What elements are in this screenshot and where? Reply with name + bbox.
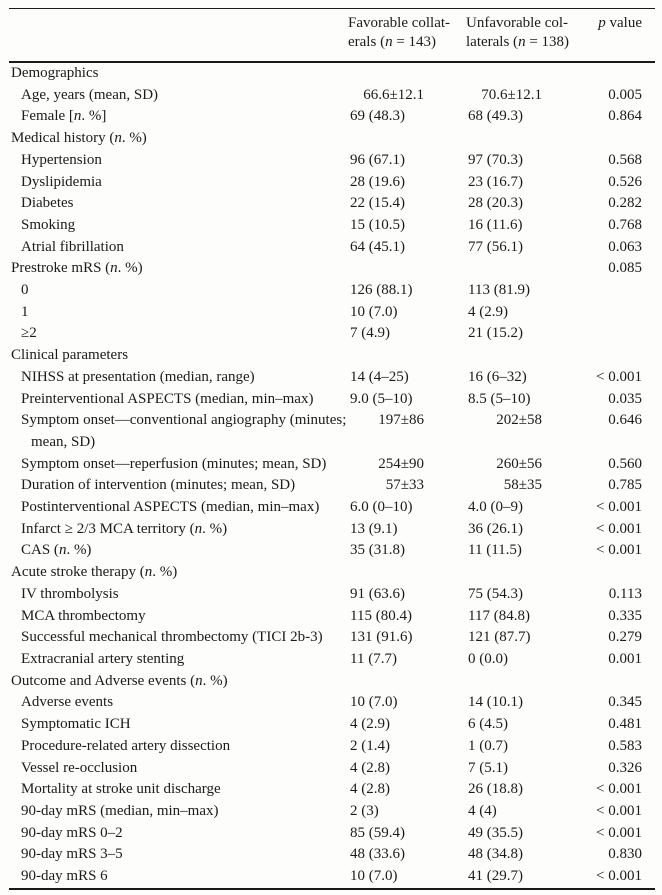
cell-favorable	[348, 454, 466, 476]
table-row	[9, 758, 655, 780]
cell-favorable: 2 (1.4)	[350, 737, 390, 754]
cell-favorable: 11 (7.7)	[350, 650, 397, 667]
row-label: Symptomatic ICH	[21, 716, 131, 733]
cell-favorable: 91 (63.6)	[350, 585, 405, 602]
row-label: Duration of intervention (minutes; mean, SD)	[21, 477, 296, 494]
cell-pvalue: < 0.001	[596, 824, 642, 841]
table-row	[9, 649, 655, 671]
row-label: Symptom onset—conventional angiography (minutes; mean, SD)	[21, 412, 347, 450]
cell-unfavorable	[466, 475, 582, 497]
cell-favorable: 2 (3)	[350, 802, 379, 819]
row-label: 90-day mRS 3–5	[21, 846, 123, 863]
cell-pvalue: < 0.001	[596, 781, 642, 798]
mean-sd-value: 254±90	[378, 455, 424, 472]
cell-unfavorable: 7 (5.1)	[468, 759, 508, 776]
table-row	[9, 714, 655, 736]
cell-unfavorable	[466, 410, 582, 453]
header-row	[9, 9, 655, 63]
mean-sd-value: 70.6±12.1	[481, 86, 542, 103]
cell-unfavorable: 16 (11.6)	[468, 216, 523, 233]
cell-favorable: 28 (19.6)	[350, 173, 405, 190]
header-p-value: p value	[582, 9, 655, 63]
row-label: CAS (n. %)	[21, 542, 92, 559]
row-label: Dyslipidemia	[21, 173, 102, 190]
cell-pvalue: 0.035	[608, 390, 642, 407]
cell-unfavorable: 36 (26.1)	[468, 520, 523, 537]
cell-pvalue: 0.481	[608, 716, 642, 733]
cell-unfavorable	[466, 454, 582, 476]
cell-favorable: 126 (88.1)	[350, 282, 413, 299]
row-label: Smoking	[21, 216, 76, 233]
table-row	[9, 389, 655, 411]
row-label: 90-day mRS 6	[21, 868, 108, 885]
cell-pvalue: 0.279	[608, 629, 642, 646]
row-label: Age, years (mean, SD)	[21, 86, 159, 103]
cell-unfavorable: 49 (35.5)	[468, 824, 523, 841]
table-row	[9, 844, 655, 866]
cell-unfavorable: 28 (20.3)	[468, 195, 523, 212]
cell-favorable: 64 (45.1)	[350, 238, 405, 255]
cell-favorable: 4 (2.8)	[350, 759, 390, 776]
row-label: 0	[21, 282, 29, 299]
table-row	[9, 106, 655, 128]
table-row	[9, 801, 655, 823]
row-label: Medical history (n. %)	[11, 130, 147, 147]
cell-favorable	[348, 258, 466, 280]
row-label: Clinical parameters	[11, 347, 129, 364]
cell-favorable: 10 (7.0)	[350, 303, 398, 320]
cell-pvalue: 0.345	[608, 694, 642, 711]
cell-pvalue: 0.646	[608, 412, 642, 429]
section-row	[9, 128, 655, 150]
cell-unfavorable: 8.5 (5–10)	[468, 390, 531, 407]
cell-unfavorable: 21 (15.2)	[468, 325, 523, 342]
row-label: Infarct ≥ 2/3 MCA territory (n. %)	[21, 520, 228, 537]
cell-favorable	[348, 562, 466, 584]
cell-favorable: 9.0 (5–10)	[350, 390, 413, 407]
cell-unfavorable: 4 (4)	[468, 802, 497, 819]
header-empty-cell	[9, 9, 348, 63]
cell-favorable: 4 (2.8)	[350, 781, 390, 798]
cell-unfavorable: 117 (84.8)	[468, 607, 530, 624]
row-label: Female [n. %]	[21, 108, 107, 125]
row-label: Successful mechanical thrombectomy (TICI 2b-3)	[21, 629, 323, 646]
table-row	[9, 454, 655, 476]
cell-unfavorable	[466, 62, 582, 85]
cell-unfavorable	[466, 258, 582, 280]
section-row	[9, 671, 655, 693]
cell-unfavorable: 121 (87.7)	[468, 629, 531, 646]
cell-unfavorable: 26 (18.8)	[468, 781, 523, 798]
cell-pvalue: 0.335	[608, 607, 642, 624]
cell-pvalue	[582, 302, 655, 324]
cell-favorable: 10 (7.0)	[350, 868, 398, 885]
table-row	[9, 823, 655, 845]
row-label: Extracranial artery stenting	[21, 650, 185, 667]
table-row	[9, 85, 655, 107]
section-row	[9, 258, 655, 280]
cell-pvalue: 0.568	[608, 151, 642, 168]
table-row	[9, 410, 655, 453]
cell-pvalue: 0.768	[608, 216, 642, 233]
cell-pvalue: < 0.001	[596, 499, 642, 516]
cell-unfavorable	[466, 128, 582, 150]
table-row	[9, 367, 655, 389]
row-label: Adverse events	[21, 694, 114, 711]
cell-favorable	[348, 475, 466, 497]
cell-unfavorable	[466, 562, 582, 584]
cell-unfavorable: 0 (0.0)	[468, 650, 508, 667]
cell-unfavorable: 77 (56.1)	[468, 238, 523, 255]
row-label: 90-day mRS (median, min–max)	[21, 802, 219, 819]
table-row	[9, 779, 655, 801]
header-unfavorable-collaterals: Unfavorable col- laterals (n = 138)	[466, 9, 582, 63]
cell-pvalue	[582, 323, 655, 345]
cell-pvalue	[582, 562, 655, 584]
cell-pvalue: 0.830	[608, 846, 642, 863]
cell-favorable	[348, 62, 466, 85]
cell-unfavorable: 14 (10.1)	[468, 694, 523, 711]
table-row	[9, 237, 655, 259]
cell-pvalue: 0.001	[608, 650, 642, 667]
cell-favorable	[348, 128, 466, 150]
cell-unfavorable: 97 (70.3)	[468, 151, 523, 168]
cell-favorable: 22 (15.4)	[350, 195, 405, 212]
cell-favorable	[348, 410, 466, 453]
cell-favorable: 35 (31.8)	[350, 542, 405, 559]
table-row	[9, 736, 655, 758]
cell-unfavorable: 68 (49.3)	[468, 108, 523, 125]
cell-pvalue: < 0.001	[596, 542, 642, 559]
cell-pvalue: 0.864	[608, 108, 642, 125]
cell-unfavorable	[466, 345, 582, 367]
row-label: MCA thrombectomy	[21, 607, 146, 624]
header-favorable-collaterals: Favorable collat- erals (n = 143)	[348, 9, 466, 63]
outcomes-table	[9, 8, 655, 890]
cell-unfavorable: 4 (2.9)	[468, 303, 508, 320]
table-row	[9, 280, 655, 302]
cell-pvalue: 0.326	[608, 759, 642, 776]
cell-unfavorable: 48 (34.8)	[468, 846, 523, 863]
cell-favorable: 15 (10.5)	[350, 216, 405, 233]
table-row	[9, 866, 655, 889]
table-row	[9, 150, 655, 172]
cell-favorable: 96 (67.1)	[350, 151, 405, 168]
row-label: Hypertension	[21, 151, 102, 168]
row-label: Symptom onset—reperfusion (minutes; mean, SD)	[21, 455, 327, 472]
cell-unfavorable	[466, 671, 582, 693]
table-row	[9, 193, 655, 215]
table-row	[9, 540, 655, 562]
cell-pvalue: 0.526	[608, 173, 642, 190]
cell-favorable	[348, 671, 466, 693]
cell-favorable: 115 (80.4)	[350, 607, 412, 624]
table-row	[9, 215, 655, 237]
mean-sd-value: 197±86	[378, 412, 424, 429]
row-label: NIHSS at presentation (median, range)	[21, 368, 255, 385]
cell-unfavorable: 11 (11.5)	[468, 542, 522, 559]
row-label: ≥2	[21, 325, 37, 342]
cell-favorable: 48 (33.6)	[350, 846, 405, 863]
row-label: Prestroke mRS (n. %)	[11, 260, 143, 277]
table-row	[9, 302, 655, 324]
cell-unfavorable: 1 (0.7)	[468, 737, 508, 754]
row-label: Vessel re-occlusion	[21, 759, 138, 776]
row-label: Demographics	[11, 65, 99, 81]
cell-pvalue: < 0.001	[596, 368, 642, 385]
cell-pvalue	[582, 62, 655, 85]
cell-favorable: 6.0 (0–10)	[350, 499, 413, 516]
cell-pvalue: < 0.001	[596, 520, 642, 537]
cell-unfavorable: 4.0 (0–9)	[468, 499, 523, 516]
section-row	[9, 345, 655, 367]
table-row	[9, 497, 655, 519]
cell-pvalue	[582, 280, 655, 302]
row-label: Acute stroke therapy (n. %)	[11, 564, 178, 581]
row-label: Postinterventional ASPECTS (median, min–max)	[21, 499, 320, 516]
cell-pvalue	[582, 671, 655, 693]
mean-sd-value: 58±35	[503, 477, 542, 494]
table-row	[9, 606, 655, 628]
cell-favorable: 85 (59.4)	[350, 824, 405, 841]
row-label: Procedure-related artery dissection	[21, 737, 231, 754]
cell-favorable: 69 (48.3)	[350, 108, 405, 125]
row-label: Atrial fibrillation	[21, 238, 124, 255]
cell-favorable: 14 (4–25)	[350, 368, 409, 385]
cell-pvalue: 0.785	[608, 477, 642, 494]
cell-favorable: 7 (4.9)	[350, 325, 390, 342]
cell-pvalue: < 0.001	[596, 868, 642, 885]
cell-unfavorable: 113 (81.9)	[468, 282, 530, 299]
cell-pvalue	[582, 345, 655, 367]
cell-unfavorable: 23 (16.7)	[468, 173, 523, 190]
cell-favorable	[348, 85, 466, 107]
table-row	[9, 692, 655, 714]
cell-pvalue	[582, 128, 655, 150]
cell-unfavorable	[466, 85, 582, 107]
mean-sd-value: 66.6±12.1	[363, 86, 424, 103]
table-row	[9, 475, 655, 497]
cell-pvalue: 0.063	[608, 238, 642, 255]
cell-favorable: 10 (7.0)	[350, 694, 398, 711]
mean-sd-value: 260±56	[496, 455, 542, 472]
cell-pvalue: < 0.001	[596, 802, 642, 819]
section-row	[9, 62, 655, 85]
table-row	[9, 323, 655, 345]
cell-favorable	[348, 345, 466, 367]
mean-sd-value: 202±58	[496, 412, 542, 429]
section-row	[9, 562, 655, 584]
table-row	[9, 584, 655, 606]
cell-pvalue: 0.113	[608, 585, 642, 602]
cell-favorable: 13 (9.1)	[350, 520, 398, 537]
cell-favorable: 131 (91.6)	[350, 629, 413, 646]
cell-favorable: 4 (2.9)	[350, 716, 390, 733]
row-label: Diabetes	[21, 195, 74, 212]
cell-pvalue: 0.583	[608, 737, 642, 754]
mean-sd-value: 57±33	[385, 477, 424, 494]
cell-unfavorable: 41 (29.7)	[468, 868, 523, 885]
row-label: Outcome and Adverse events (n. %)	[11, 672, 228, 689]
cell-unfavorable: 6 (4.5)	[468, 716, 508, 733]
row-label: IV thrombolysis	[21, 585, 119, 602]
table-row	[9, 172, 655, 194]
table-row	[9, 519, 655, 541]
cell-pvalue: 0.282	[608, 195, 642, 212]
row-label: Preinterventional ASPECTS (median, min–max)	[21, 390, 314, 407]
row-label: 90-day mRS 0–2	[21, 824, 123, 841]
row-label: Mortality at stroke unit discharge	[21, 781, 221, 798]
table-body	[9, 62, 655, 889]
cell-pvalue: 0.005	[608, 86, 642, 103]
cell-pvalue: 0.560	[608, 455, 642, 472]
table-row	[9, 627, 655, 649]
row-label: 1	[21, 303, 29, 320]
cell-unfavorable: 75 (54.3)	[468, 585, 523, 602]
cell-pvalue: 0.085	[608, 260, 642, 277]
cell-unfavorable: 16 (6–32)	[468, 368, 527, 385]
